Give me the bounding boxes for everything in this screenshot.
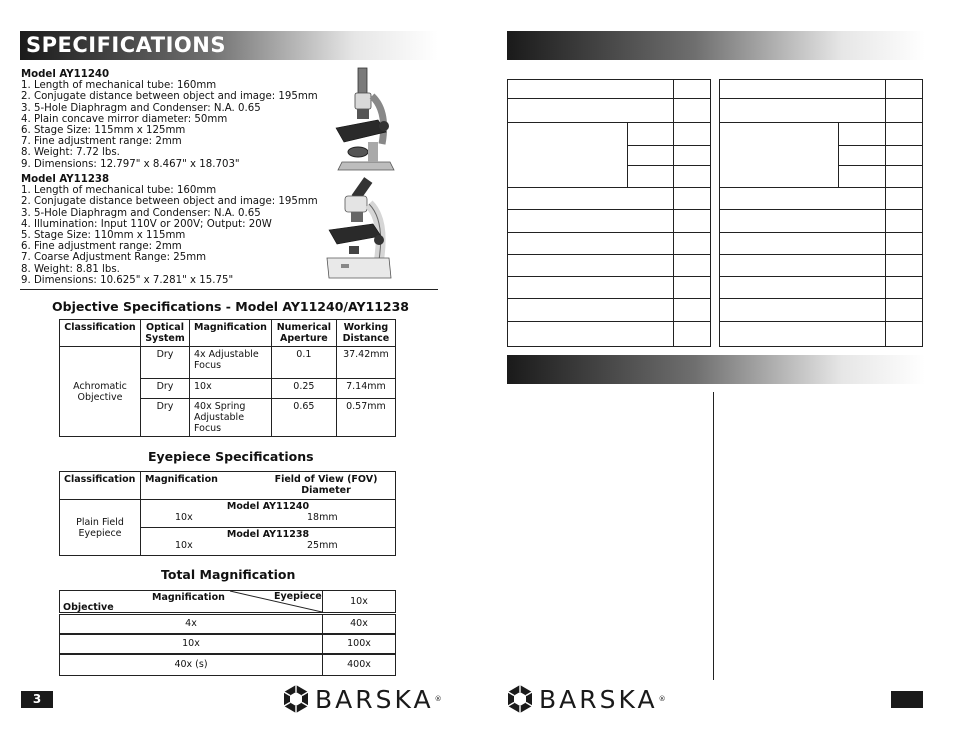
section-divider [20, 289, 438, 290]
table-row [59, 614, 323, 634]
table-cell [674, 299, 711, 321]
table-header-cell: Magnification [141, 472, 258, 500]
table-cell [508, 254, 674, 276]
barska-hex-icon [281, 684, 311, 714]
table-cell [674, 165, 711, 187]
classification-cell: Achromatic Objective [60, 347, 141, 437]
table-cell [508, 232, 674, 254]
table-cell [508, 277, 674, 299]
model-heading: Model AY11238 [21, 174, 110, 185]
eyepiece-magnification: 10x [175, 512, 193, 523]
table-cell: 7.14mm [336, 379, 395, 399]
total-value: 40x [350, 618, 368, 629]
brand-wordmark: BARSKA [315, 684, 434, 714]
table-cell: 10x [190, 379, 272, 399]
table-cell [839, 123, 886, 145]
objective-value: 40x (s) [174, 659, 208, 670]
table-row [322, 634, 396, 654]
specifications-banner [20, 31, 438, 60]
table-cell [886, 123, 923, 145]
table-cell: 0.65 [271, 399, 336, 437]
table-cell [720, 277, 886, 299]
objective-value: 10x [182, 638, 200, 649]
table-cell [674, 210, 711, 232]
model-label: Model AY11240 [226, 501, 310, 512]
table-cell [886, 299, 923, 321]
table-cell [886, 188, 923, 210]
model-heading: Model AY11240 [21, 69, 110, 80]
spec-line: 1. Length of mechanical tube: 160mm [21, 185, 217, 197]
table-cell [674, 321, 711, 346]
eyepiece-specs-table [59, 471, 396, 556]
classification-cell: Plain Field Eyepiece [60, 500, 141, 556]
spec-line: 3. 5-Hole Diaphragm and Condenser: N.A. 0.65 [21, 102, 261, 114]
brand-logo [505, 684, 666, 714]
column-divider [713, 392, 714, 680]
spec-line: 8. Weight: 7.72 lbs. [21, 147, 120, 159]
eyepiece-value-cell [322, 590, 396, 613]
table-cell [508, 321, 674, 346]
right-middle-banner [507, 355, 925, 384]
table-cell [720, 299, 886, 321]
table-cell: Dry [141, 379, 190, 399]
spec-line: 1. Length of mechanical tube: 160mm [21, 80, 217, 92]
page-title: SPECIFICATIONS [26, 33, 226, 57]
table-header-row [60, 320, 396, 347]
table-cell [627, 165, 674, 187]
table-cell [886, 232, 923, 254]
table-cell [674, 232, 711, 254]
model-ay11238-specs [21, 174, 318, 286]
table-cell [720, 80, 886, 99]
eyepiece-fov: 25mm [307, 540, 338, 551]
table-cell: 0.25 [271, 379, 336, 399]
model-label: Model AY11238 [226, 529, 310, 540]
registered-mark: ® [658, 695, 666, 703]
table-cell [674, 188, 711, 210]
total-value: 400x [347, 659, 371, 670]
brand-wordmark: BARSKA [539, 684, 658, 714]
table-cell [720, 254, 886, 276]
eyepiece-specs-title: Eyepiece Specifications [148, 449, 314, 464]
spec-line: 3. 5-Hole Diaphragm and Condenser: N.A. 0.65 [21, 207, 261, 219]
table-header-cell: Field of View (FOV) Diameter [257, 472, 396, 500]
table-cell [886, 277, 923, 299]
total-value: 100x [347, 638, 371, 649]
table-cell [627, 145, 674, 165]
table-row [59, 654, 323, 676]
eyepiece-model-group [141, 500, 396, 528]
microscope-ay11240-image [328, 66, 400, 174]
spec-line: 2. Conjugate distance between object and image: 195mm [21, 91, 318, 103]
table-cell [839, 145, 886, 165]
table-cell [720, 232, 886, 254]
table-header-cell: Classification [60, 472, 141, 500]
table-row [60, 347, 396, 379]
table-cell [886, 145, 923, 165]
microscope-ay11238-image [323, 174, 395, 286]
table-cell [720, 123, 839, 188]
table-header-cell: Classification [60, 320, 141, 347]
table-row [322, 654, 396, 676]
spec-line: 6. Fine adjustment range: 2mm [21, 241, 182, 253]
table-cell [674, 277, 711, 299]
table-header-cell: Working Distance [336, 320, 395, 347]
spec-line: 9. Dimensions: 12.797" x 8.467" x 18.703" [21, 158, 240, 170]
table-cell [886, 210, 923, 232]
blank-spec-table-left [507, 79, 711, 347]
table-cell: 37.42mm [336, 347, 395, 379]
table-cell [720, 188, 886, 210]
spec-line: 9. Dimensions: 10.625" x 7.281" x 15.75" [21, 274, 234, 286]
eyepiece-values [145, 540, 391, 551]
table-cell [508, 80, 674, 99]
table-cell [508, 188, 674, 210]
table-cell: 4x Adjustable Focus [190, 347, 272, 379]
table-cell [886, 165, 923, 187]
eyepiece-values [145, 512, 391, 523]
spec-line: 2. Conjugate distance between object and image: 195mm [21, 196, 318, 208]
table-header-cell: Optical System [141, 320, 190, 347]
table-cell [886, 321, 923, 346]
eyepiece-fov: 18mm [307, 512, 338, 523]
table-header-cell: Numerical Aperture [271, 320, 336, 347]
objective-specs-table [59, 319, 396, 437]
page-number: 3 [21, 691, 53, 708]
total-magnification-title: Total Magnification [161, 567, 296, 582]
table-cell [674, 80, 711, 99]
spec-line: 7. Coarse Adjustment Range: 25mm [21, 252, 207, 264]
table-header-cell: Magnification [190, 320, 272, 347]
model-ay11240-specs [21, 69, 318, 170]
table-cell [674, 123, 711, 145]
objective-value: 4x [185, 618, 197, 629]
spec-line: 8. Weight: 8.81 lbs. [21, 263, 120, 275]
magnification-label: Magnification [152, 592, 225, 603]
table-cell [886, 99, 923, 123]
spec-line: 5. Stage Size: 110mm x 115mm [21, 230, 186, 242]
table-cell [508, 99, 674, 123]
spec-line: 7. Fine adjustment range: 2mm [21, 136, 182, 148]
spec-line: 4. Illumination: Input 110V or 200V; Output: 20W [21, 218, 272, 230]
table-row [60, 500, 396, 528]
table-cell: Dry [141, 399, 190, 437]
spec-line: 6. Stage Size: 115mm x 125mm [21, 125, 186, 137]
page-number-block [891, 691, 923, 708]
table-cell [674, 145, 711, 165]
table-cell [508, 299, 674, 321]
diagonal-header-cell [59, 590, 323, 613]
table-cell [886, 254, 923, 276]
table-cell [627, 123, 674, 145]
eyepiece-value: 10x [350, 596, 368, 607]
table-cell [720, 321, 886, 346]
registered-mark: ® [434, 695, 442, 703]
table-cell [508, 123, 628, 188]
table-cell: 0.57mm [336, 399, 395, 437]
table-cell [674, 254, 711, 276]
table-cell [508, 210, 674, 232]
table-cell [720, 99, 886, 123]
table-cell [886, 80, 923, 99]
brand-logo [281, 684, 442, 714]
table-cell: 40x Spring Adjustable Focus [190, 399, 272, 437]
blank-spec-table-right [719, 79, 923, 347]
table-cell: 0.1 [271, 347, 336, 379]
eyepiece-magnification: 10x [175, 540, 193, 551]
barska-hex-icon [505, 684, 535, 714]
total-magnification-table [59, 590, 396, 676]
objective-specs-title: Objective Specifications - Model AY11240/AY11238 [52, 299, 409, 314]
table-row [59, 634, 323, 654]
table-cell: Dry [141, 347, 190, 379]
eyepiece-label: Eyepiece [274, 591, 322, 602]
table-header-row [60, 472, 396, 500]
table-cell [674, 99, 711, 123]
spec-line: 4. Plain concave mirror diameter: 50mm [21, 113, 228, 125]
right-top-banner [507, 31, 925, 60]
table-cell [839, 165, 886, 187]
eyepiece-model-group [141, 528, 396, 556]
table-cell [720, 210, 886, 232]
table-row [322, 614, 396, 634]
objective-label: Objective [63, 602, 114, 613]
